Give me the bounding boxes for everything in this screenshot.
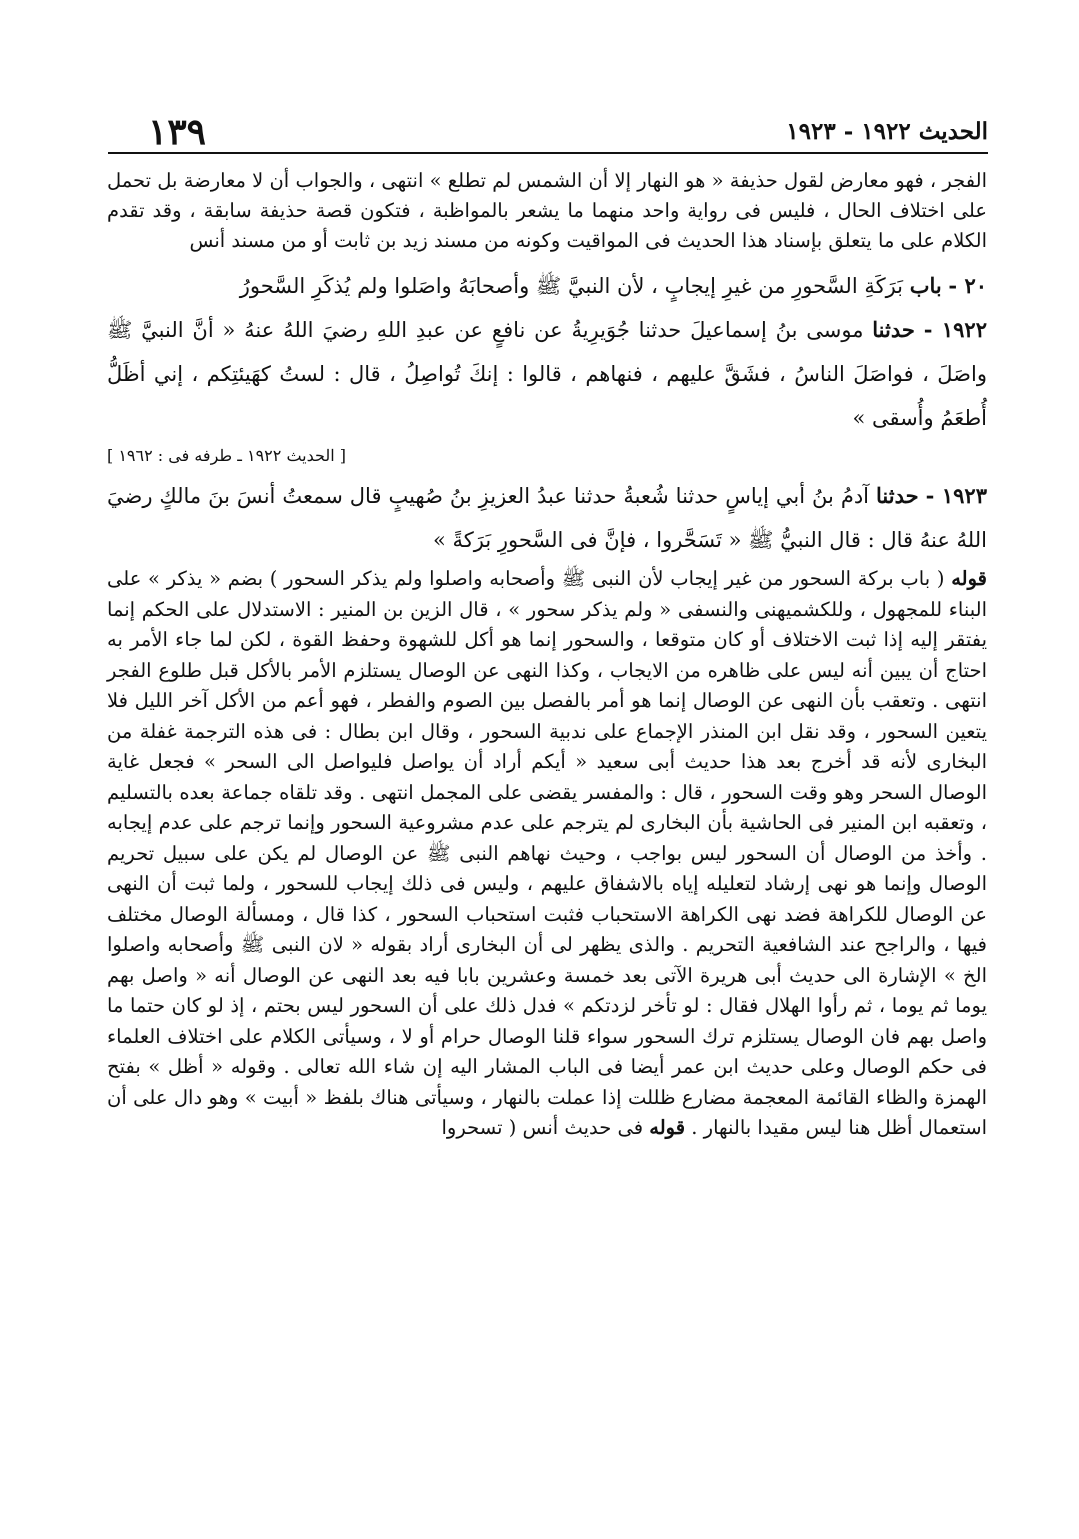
chapter-number: ٢٠ - — [948, 273, 987, 298]
commentary-paragraph — [107, 564, 987, 1144]
hadith-1922 — [107, 308, 987, 440]
chapter-title: بَرَكَةِ السَّحورِ من غيرِ إيجابٍ ، لأن النبيَّ ﷺ وأصحابَهُ واصَلوا ولم يُذكَرِ السَّحورُ — [239, 274, 904, 298]
chapter-heading — [107, 268, 987, 304]
hadith-1923-number: ١٩٢٣ - — [925, 483, 987, 508]
hadith-1922-text: موسى بنُ إسماعيلَ حدثنا جُوَيرِيةُ عن نافعٍ عن عبدِ اللهِ رضيَ اللهُ عنهُ « أنَّ النبيَّ ﷺ واصَلَ ، فواصَلَ الناسُ ، فشَقَّ عليهم ، فنهاهم ، قالوا : إنكَ تُواصِلُ ، قال : لستُ كهَيئتِكم ، إني أظَلُّ أُطعَمُ وأُسقى » — [107, 318, 987, 430]
page-number: ١٣٩ — [148, 111, 207, 153]
commentary-text: ( باب بركة السحور من غير إيجاب لأن النبى ﷺ وأصحابه واصلوا ولم يذكر السحور ) بضم « يذكر » على البناء للمجهول ، وللكشميهنى والنسفى « ولم يذكر سحور » ، قال الزين بن المنير : الاستدلال على الحكم إنما يفتقر إليه إذا ثبت الاختلاف أو كان متوقعا ، والسحور إنما هو أكل للشهوة وحفظ القوة ، لكن لما جاء الأمر به احتاج أن يبين أنه ليس على ظاهره من الايجاب ، وكذا النهى عن الوصال يستلزم الأمر بالأكل قبل طلوع الفجر انتهى . وتعقب بأن النهى عن الوصال إنما هو أمر بالفصل بين الصوم والفطر ، فهو أعم من الأكل آخر الليل فلا يتعين السحور ، وقد نقل ابن المنذر الإجماع على ندبية السحور ، وقال ابن بطال : فى هذه الترجمة غفلة من البخارى لأنه قد أخرج بعد هذا حديث أبى سعيد « أيكم أراد أن يواصل فليواصل الى السحر » فجعل غاية الوصال السحر وهو وقت السحور ، قال : والمفسر يقضى على المجمل انتهى . وقد تلقاه جماعة بعده بالتسليم ، وتعقبه ابن المنير فى الحاشية بأن البخارى لم يترجم على عدم مشروعية السحور وإنما ترجم على عدم إيجابه . وأخذ من الوصال أن السحور ليس بواجب ، وحيث نهاهم النبى ﷺ عن الوصال لم يكن على سبيل تحريم الوصال وإنما هو نهى إرشاد لتعليله إياه بالاشفاق عليهم ، وليس فى ذلك إيجاب للسحور ، ولما ثبت أن النهى عن الوصال للكراهة فضد نهى الكراهة الاستحباب فثبت استحباب السحور ، كذا قال ، ومسألة الوصال مختلف فيها ، والراجح عند الشافعية التحريم . والذى يظهر لى أن البخارى أراد بقوله « لان النبى ﷺ وأصحابه واصلوا الخ » الإشارة الى حديث أبى هريرة الآتى بعد خمسة وعشرين بابا فيه بعد النهى عن الوصال أنه « واصل بهم يوما ثم يوما ، ثم رأوا الهلال فقال : لو تأخر لزدتكم » فدل ذلك على أن السحور ليس بحتم ، إذ لو كان حتما ما واصل بهم فان الوصال يستلزم ترك السحور سواء قلنا الوصال حرام أو لا ، وسيأتى الكلام على اختلاف العلماء فى حكم الوصال وعلى حديث ابن عمر أيضا فى الباب المشار اليه إن شاء الله تعالى . وقوله « أظل » بفتح الهمزة والظاء القائمة المعجمة مضارع ظللت إذا عملت بالنهار ، وسيأتى هناك بلفظ « أبيت » وهو دال على أن استعمال أظل هنا ليس مقيدا بالنهار . — [107, 567, 987, 1139]
hadith-1923-opener: حدثنا — [876, 483, 919, 508]
hadith-1922-reference: [ الحديث ١٩٢٢ ـ طرفه فى : ١٩٦٢ ] — [107, 446, 346, 465]
commentary-tail: فى حديث أنس ( تسحروا — [441, 1116, 644, 1139]
hadith-1922-opener: حدثنا — [872, 317, 915, 342]
page-body — [107, 166, 987, 1144]
commentary-lead: قوله — [951, 567, 987, 590]
hadith-1922-number: ١٩٢٢ - — [923, 317, 987, 342]
intro-paragraph: الفجر ، فهو معارض لقول حذيفة « هو النهار إلا أن الشمس لم تطلع » انتهى ، والجواب أن لا معارضة بل تحمل على اختلاف الحال ، فليس فى رواية واحد منهما ما يشعر بالمواظبة ، فتكون قصة حذيفة سابقة ، وقد تقدم الكلام على ما يتعلق بإسناد هذا الحديث فى المواقيت وكونه من مسند زيد بن ثابت أو من مسند أنس — [107, 169, 987, 252]
hadith-1923 — [107, 474, 987, 562]
running-title: الحديث ١٩٢٢ - ١٩٢٣ — [786, 118, 988, 145]
hadith-1923-text: آدمُ بنُ أبي إياسٍ حدثنا شُعبةُ حدثنا عبدُ العزيزِ بنُ صُهيبٍ قال سمعتُ أنسَ بنَ مالكٍ رضيَ اللهُ عنهُ قال : قال النبيُّ ﷺ « تَسَحَّروا ، فإنَّ فى السَّحورِ بَرَكةً » — [107, 484, 987, 552]
chapter-label: باب — [909, 273, 942, 298]
page-header — [108, 112, 988, 154]
commentary-tail-lead: قوله — [649, 1116, 686, 1139]
